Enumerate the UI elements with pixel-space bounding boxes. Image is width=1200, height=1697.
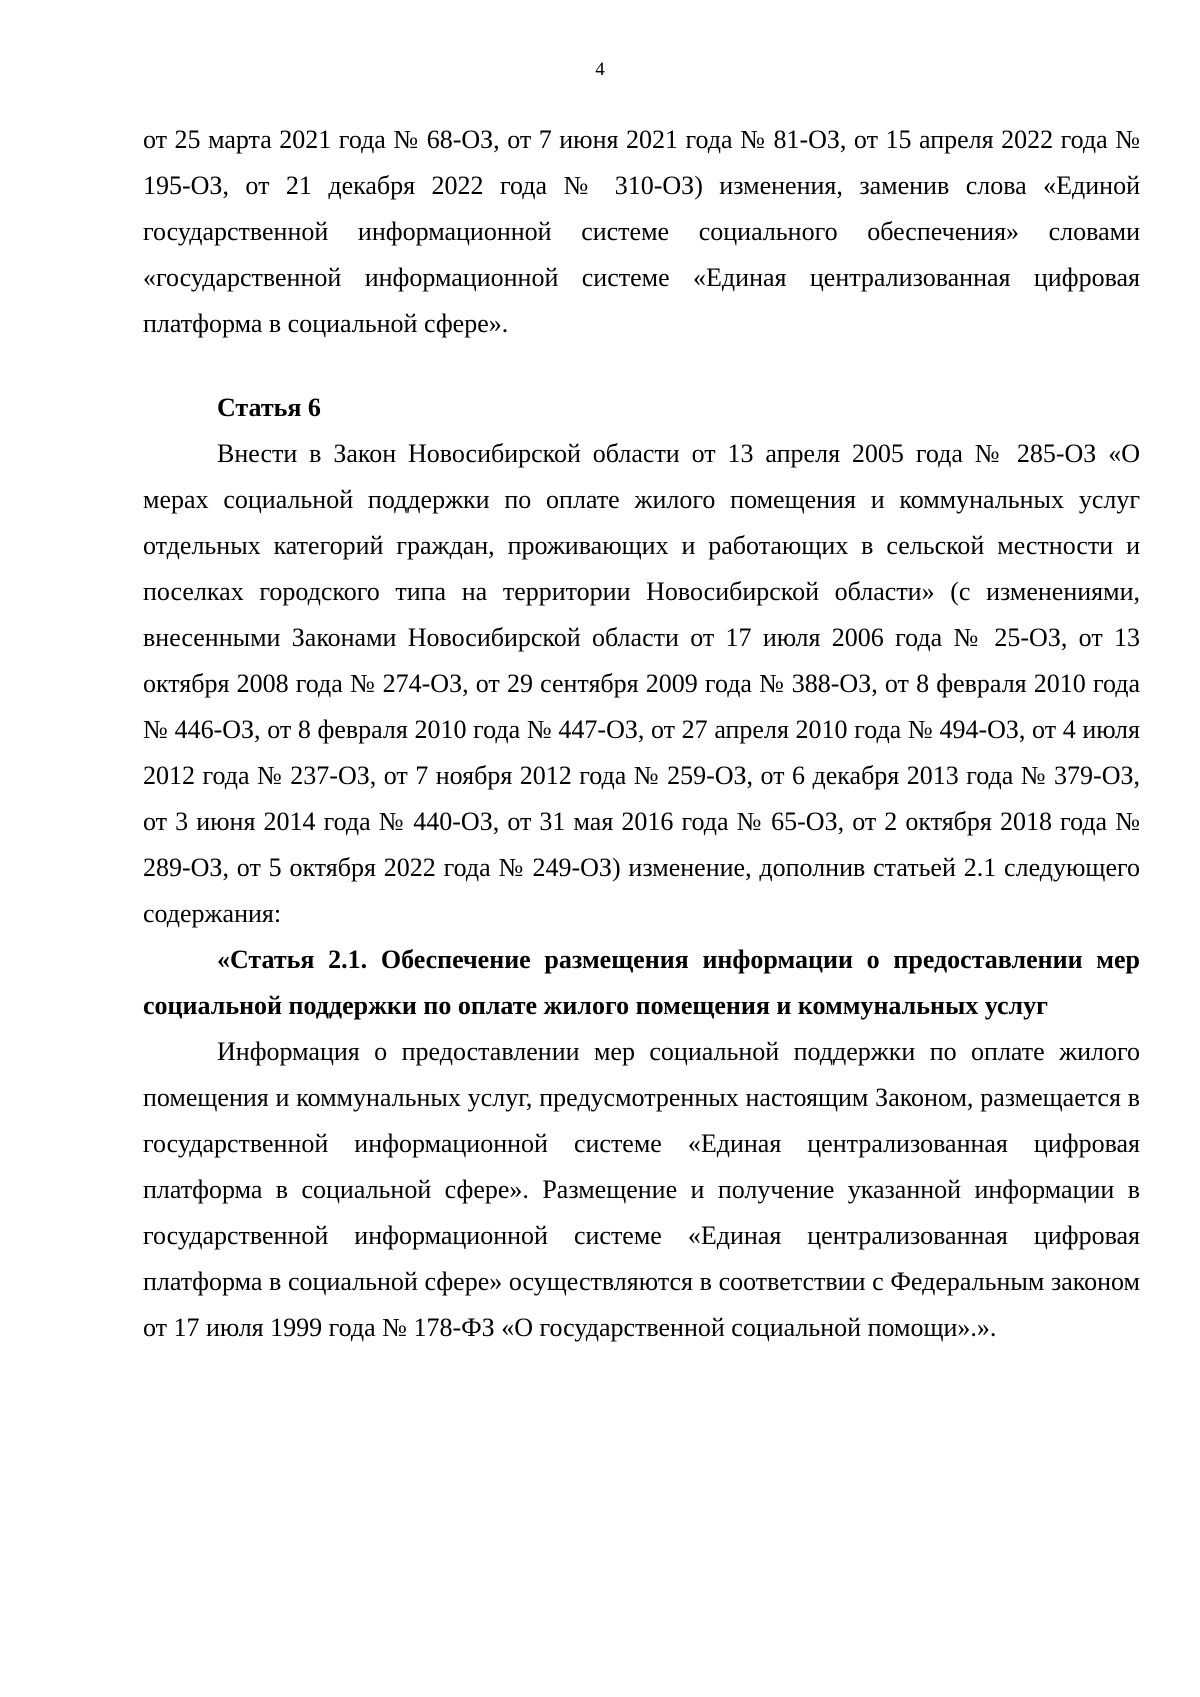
article-2-1-heading: «Статья 2.1. Обеспечение размещения информации о предоставлении мер социальной поддержки по оплате жилого помещения и коммунальных услуг bbox=[143, 945, 1140, 1020]
paragraph-article-6-body: Внести в Закон Новосибирской области от 13 апреля 2005 года № 285-ОЗ «О мерах социальной поддержки по оплате жилого помещения и коммунальных услуг отдельных категорий граждан, проживающих и работающих в сельской местности и поселках городского типа на территории Новосибирской области» (с изменениями, внесенными Законами Новосибирской области от 17 июля 2006 года № 25-ОЗ, от 13 октября 2008 года № 274-ОЗ, от 29 сентября 2009 года № 388-ОЗ, от 8 февраля 2010 года № 446-ОЗ, от 8 февраля 2010 года № 447-ОЗ, от 27 апреля 2010 года № 494-ОЗ, от 4 июля 2012 года № 237-ОЗ, от 7 ноября 2012 года № 259-ОЗ, от 6 декабря 2013 года № 379-ОЗ, от 3 июня 2014 года № 440-ОЗ, от 31 мая 2016 года № 65-ОЗ, от 2 октября 2018 года № 289-ОЗ, от 5 октября 2022 года № 249-ОЗ) изменение, дополнив статьей 2.1 следующего содержания: bbox=[143, 439, 1140, 928]
paragraph-article-2-1-body: Информация о предоставлении мер социальной поддержки по оплате жилого помещения и коммунальных услуг, предусмотренных настоящим Законом, размещается в государственной информационной системе «Единая централизованная цифровая платформа в социальной сфере». Размещение и получение указанной информации в государственной информационной системе «Единая централизованная цифровая платформа в социальной сфере» осуществляются в соответствии с Федеральным законом от 17 июля 1999 года № 178-ФЗ «О государственной социальной помощи».». bbox=[143, 1037, 1140, 1342]
page-number: 4 bbox=[595, 59, 605, 80]
article-6-heading: Статья 6 bbox=[217, 393, 321, 422]
paragraph-amendment-continuation: от 25 марта 2021 года № 68-ОЗ, от 7 июня 2021 года № 81-ОЗ, от 15 апреля 2022 года № 195-ОЗ, от 21 декабря 2022 года № 310-ОЗ) изменения, заменив слова «Единой государственной информационной системе социального обеспечения» словами «государственной информационной системе «Единая централизованная цифровая платформа в социальной сфере». bbox=[143, 125, 1140, 338]
document-body bbox=[143, 117, 1140, 1351]
